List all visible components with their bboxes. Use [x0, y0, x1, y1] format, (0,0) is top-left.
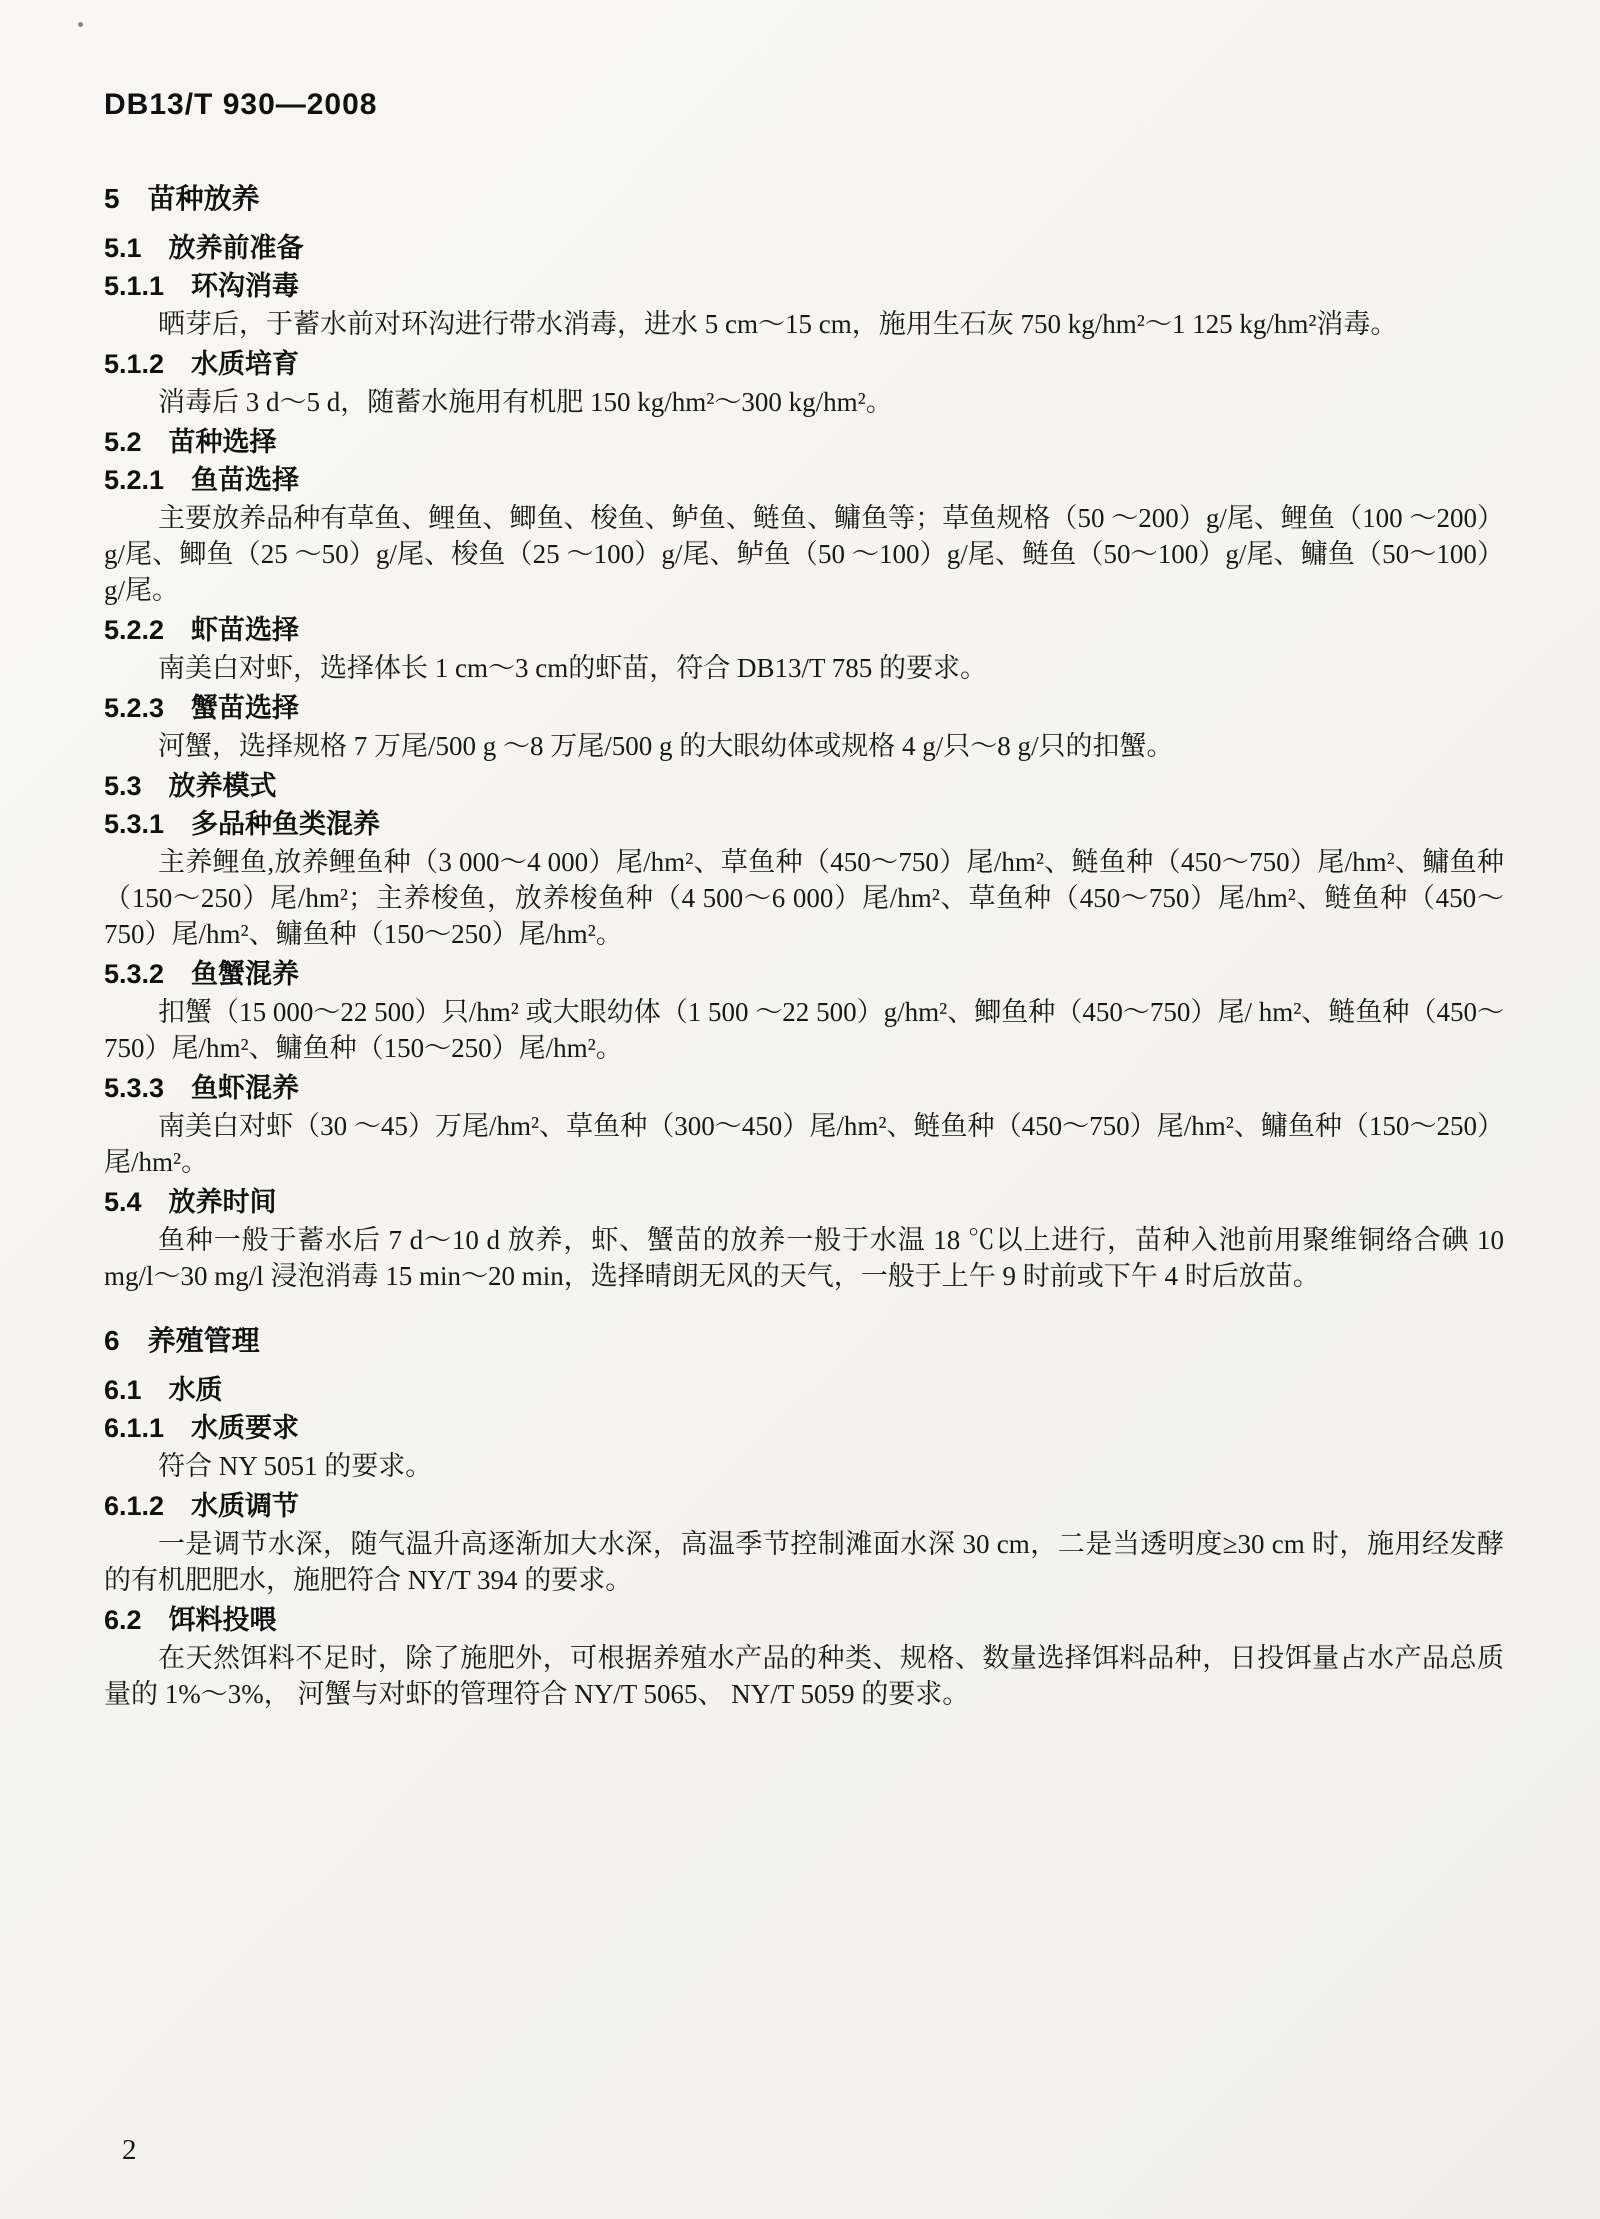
section-heading: 5.4 放养时间 — [104, 1187, 277, 1217]
paragraph: 主要放养品种有草鱼、鲤鱼、鲫鱼、梭鱼、鲈鱼、鲢鱼、鳙鱼等；草鱼规格（50 ～200）g/尾、鲤鱼（100 ～200）g/尾、鲫鱼（25 ～50）g/尾、梭鱼（25 ～100）g/尾、鲈鱼（50 ～100）g/尾、鲢鱼（50～100）g/尾、鳙鱼（50～100）g/尾。 — [104, 503, 1504, 605]
paragraph: 晒芽后，于蓄水前对环沟进行带水消毒，进水 5 cm～15 cm，施用生石灰 750 kg/hm²～1 125 kg/hm²消毒。 — [158, 309, 1398, 339]
paragraph: 消毒后 3 d～5 d，随蓄水施用有机肥 150 kg/hm²～300 kg/hm²。 — [158, 387, 893, 417]
paragraph: 南美白对虾（30 ～45）万尾/hm²、草鱼种（300～450）尾/hm²、鲢鱼种（450～750）尾/hm²、鳙鱼种（150～250）尾/hm²。 — [104, 1111, 1504, 1177]
section-heading: 5 苗种放养 — [104, 183, 260, 214]
paragraph: 扣蟹（15 000～22 500）只/hm² 或大眼幼体（1 500 ～22 500）g/hm²、鲫鱼种（450～750）尾/ hm²、鲢鱼种（450～750）尾/hm²、鳙鱼种（150～250）尾/hm²。 — [104, 997, 1504, 1063]
paragraph: 一是调节水深，随气温升高逐渐加大水深，高温季节控制滩面水深 30 cm，二是当透明度≥30 cm 时，施用经发酵的有机肥肥水，施肥符合 NY/T 394 的要求。 — [104, 1529, 1504, 1595]
section-heading: 5.2 苗种选择 — [104, 427, 277, 457]
paragraph: 主养鲤鱼,放养鲤鱼种（3 000～4 000）尾/hm²、草鱼种（450～750）尾/hm²、鲢鱼种（450～750）尾/hm²、鳙鱼种（150～250）尾/hm²；主养梭鱼，放养梭鱼种（4 500～6 000）尾/hm²、草鱼种（450～750）尾/hm²、鲢鱼种（450～750）尾/hm²、鳙鱼种（150～250）尾/hm²。 — [104, 847, 1504, 949]
section-heading: 6.2 饵料投喂 — [104, 1605, 277, 1635]
document-content — [104, 152, 1504, 1718]
section-heading: 5.3 放养模式 — [104, 771, 277, 801]
section-heading: 5.3.3 鱼虾混养 — [104, 1073, 300, 1103]
section-heading: 5.2.1 鱼苗选择 — [104, 465, 300, 495]
standard-number: DB13/T 930—2008 — [104, 88, 378, 121]
paragraph: 符合 NY 5051 的要求。 — [158, 1451, 433, 1481]
section-heading: 5.3.1 多品种鱼类混养 — [104, 809, 381, 839]
section-heading: 5.3.2 鱼蟹混养 — [104, 959, 300, 989]
page-number: 2 — [122, 2134, 137, 2166]
paragraph: 河蟹，选择规格 7 万尾/500 g ～8 万尾/500 g 的大眼幼体或规格 4 g/只～8 g/只的扣蟹。 — [158, 731, 1174, 761]
scan-artifact-dot — [78, 22, 83, 27]
paragraph: 在天然饵料不足时，除了施肥外，可根据养殖水产品的种类、规格、数量选择饵料品种，日投饵量占水产品总质量的 1%～3%， 河蟹与对虾的管理符合 NY/T 5065、 NY/T 5059 的要求。 — [104, 1643, 1504, 1709]
section-heading: 5.1.2 水质培育 — [104, 349, 300, 379]
section-heading: 5.2.2 虾苗选择 — [104, 615, 300, 645]
section-heading: 6.1.1 水质要求 — [104, 1413, 300, 1443]
section-heading: 5.1.1 环沟消毒 — [104, 271, 300, 301]
section-heading: 5.1 放养前准备 — [104, 233, 304, 263]
section-heading: 6.1 水质 — [104, 1375, 223, 1405]
section-heading: 5.2.3 蟹苗选择 — [104, 693, 300, 723]
section-heading: 6 养殖管理 — [104, 1325, 260, 1356]
paragraph: 鱼种一般于蓄水后 7 d～10 d 放养，虾、蟹苗的放养一般于水温 18 ℃以上进行，苗种入池前用聚维铜络合碘 10 mg/l～30 mg/l 浸泡消毒 15 min～20 min，选择晴朗无风的天气，一般于上午 9 时前或下午 4 时后放苗。 — [104, 1225, 1504, 1291]
paragraph: 南美白对虾，选择体长 1 cm～3 cm的虾苗，符合 DB13/T 785 的要求。 — [158, 653, 987, 683]
section-heading: 6.1.2 水质调节 — [104, 1491, 300, 1521]
